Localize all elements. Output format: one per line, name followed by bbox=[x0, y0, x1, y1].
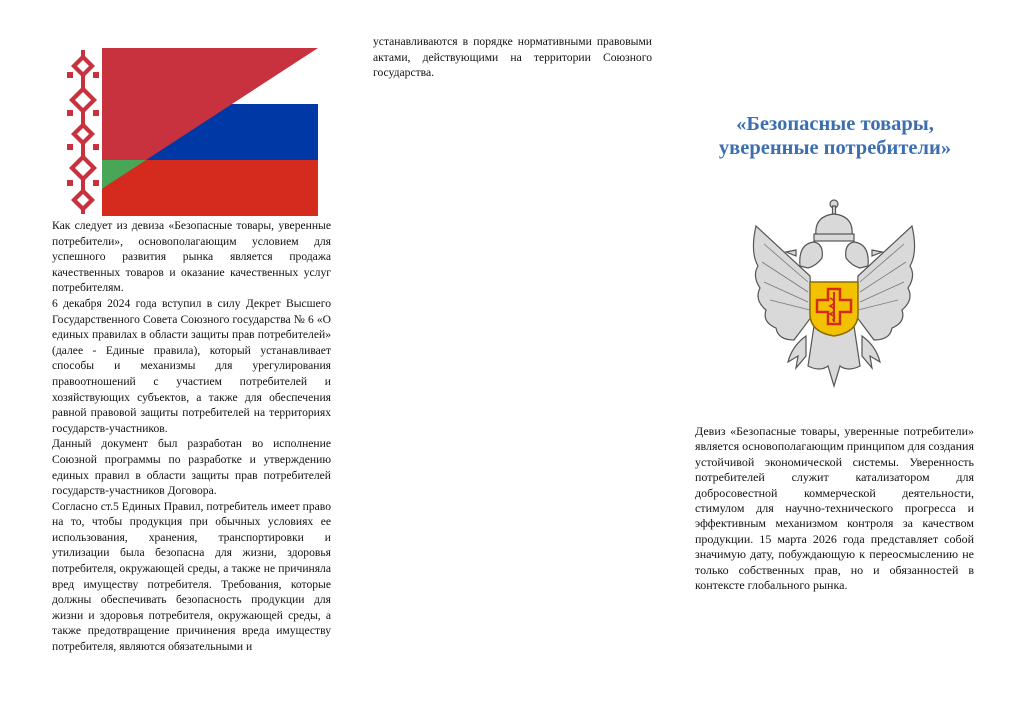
title-line-1: «Безопасные товары, bbox=[736, 113, 934, 135]
rospotrebnadzor-emblem-image bbox=[748, 196, 920, 390]
paragraph-decree: 6 декабря 2024 года вступил в силу Декрет Высшего Государственного Совета Союзного государства № 6 «О единых правилах в области защиты прав потребителей» (далее - Единые правила), который устанавливает способы и механизмы для урегулирования правоотношений с участием потребителей и хозяйствующих субъектов, а также для обеспечения равной правовой защиты потребителей на территориях государств-участников. bbox=[52, 296, 331, 435]
paragraph-continuation: устанавливаются в порядке нормативными правовыми актами, действующими на территории Союзного государства. bbox=[373, 35, 652, 80]
title-line-2: уверенные потребители» bbox=[718, 137, 952, 159]
belarus-russia-flag-image bbox=[64, 48, 318, 216]
right-column-text bbox=[695, 424, 974, 593]
paragraph-program: Данный документ был разработан во исполнение Союзной программы по разработке и утверждению единых правил в области защиты прав потребителей государств-участников Договора. bbox=[52, 437, 331, 498]
left-column-text bbox=[52, 218, 331, 655]
paragraph-article-5: Согласно ст.5 Единых Правил, потребитель имеет право на то, чтобы продукция при обычных условиях ее использования, хранения, транспортировки и утилизации была безопасна для жизни, здоровья потребителя, окружающей среды, а также не причиняла вред имуществу потребителя. Требования, которые должны обеспечивать безопасность продукции для жизни и здоровья потребителя, окружающей среды, а также предотвращение причинения вреда имуществу потребителя, являются обязательными и bbox=[52, 499, 331, 654]
paragraph-motto-principle: Девиз «Безопасные товары, уверенные потребители» является основополагающим принципом для создания устойчивой экономической системы. Уверенность потребителей служит катализатором для добросовестной коммерческой деятельности, стимулом для научно-технического прогресса и эффективным механизмом контроля за качеством продукции. 15 марта 2026 года представляет собой значимую дату, побуждающую к переосмыслению не только собственных прав, но и обязанностей в контексте глобального рынка. bbox=[695, 424, 974, 593]
brochure-title bbox=[680, 112, 990, 160]
middle-column-text bbox=[373, 34, 652, 81]
paragraph-motto-intro: Как следует из девиза «Безопасные товары, уверенные потребители», основополагающим условием для успешного развития рынка является продажа качественных товаров и оказание качественных услуг потребителям. bbox=[52, 219, 331, 295]
